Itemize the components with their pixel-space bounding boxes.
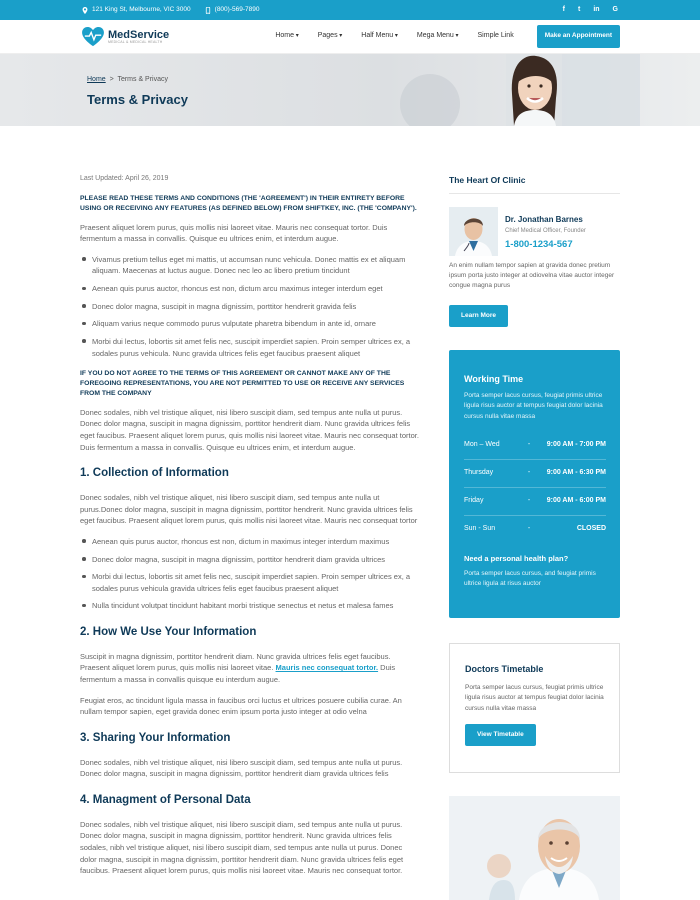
bullet-list [92,536,420,612]
nav-pages[interactable]: Pages ▾ [318,31,343,42]
hours-dash: - [527,525,531,533]
health-plan-description: Porta semper lacus cursus, and feugiat primis ultrice ligula at risus auctor [464,569,596,588]
top-bar [0,0,700,20]
list-item: Aenean quis purus auctor, rhoncus est non, dictum arcu maximus integer interdum eget [92,283,420,295]
appointment-button[interactable]: Make an Appointment [537,25,620,47]
banner-background-shape [560,54,640,126]
main-nav [275,25,620,47]
list-item: Aliquam varius neque commodo purus vulputate pharetra bibendum in ante id, ornare [92,318,420,330]
page-title: Terms & Privacy [87,92,188,107]
hours-time: 9:00 AM - 7:00 PM [546,440,606,448]
banner-background-shape [400,74,460,126]
section-heading: 4. Managment of Personal Data [80,794,251,806]
hours-day: Friday [464,497,484,505]
timetable-title: Doctors Timetable [465,664,544,674]
paragraph: Donec sodales, nibh vel tristique aliquet, nisi libero suscipit diam, sed tempus ante nulla ut purus. Donec dolor magna, suscipit in magna dignissim, porttitor hendrerit diam. Nunc gravida ultrices felis eget faucibus. Praesent aliquet lorem purus, quis mollis nisi laoreet vitae. Mauris nec consequat tortor. Duis fermentum a massa in convallis. Quisque eu ultrices enim, et interdum augue. [80,407,419,452]
nav-half-menu[interactable]: Half Menu ▾ [361,31,398,42]
breadcrumb [87,75,168,86]
paragraph [80,651,420,686]
page-banner [0,54,700,126]
hours-row [464,487,606,515]
phone-info[interactable] [205,5,260,15]
list-item: Aenean quis purus auctor, rhoncus est non, dictum in maximus integer interdum maximus [92,536,420,548]
hours-time: 9:00 AM - 6:30 PM [546,469,606,477]
paragraph: Feugiat eros, ac tincidunt ligula massa in faucibus orci luctus et ultrices posuere cubilia curae. An nullam tempor sapien, eget gravida donec enim ipsum porta justo integer at odio velna [80,695,402,717]
paragraph-text: Duis fermentum a massa in convallis quisque eu interdum augue. [80,663,396,685]
breadcrumb-home[interactable]: Home [87,76,106,83]
address-info [82,5,191,15]
terms-content [80,174,420,886]
health-plan-title: Need a personal health plan? [464,554,569,564]
facebook-icon[interactable]: f [562,5,565,13]
heart-logo-icon [82,27,104,47]
hours-time: CLOSED [576,525,606,533]
list-item: Morbi dui lectus, lobortis sit amet felis nec, suscipit imperdiet sapien. Proin semper ultrices ex, a sodales purus vehicula gravida ultrices felis eget faucibus praesent aliquet [92,571,420,594]
location-pin-icon [82,7,88,14]
paragraph: Donec sodales, nibh vel tristique aliquet, nisi libero suscipit diam, sed tempus ante nulla ut purus. Donec dolor magna, suscipit in magna dignissim, porttitor hendrerit. Nunc gravida ultrices felis sodales, nibh vel tristique aliquet, nisi libero suscipit diam, sed tempus ante nulla ut purus. Donec dolor magna, suscipit in magna dignissim, porttitor hendrerit diam. Nunc gravida ultrices felis eget faucibus. Praesent aliquet lorem purus, quis mollis nisi laoreet vitae. Mauris nec consequat tortor. [80,819,404,876]
senior-doctor-image [449,796,620,900]
hours-row [464,459,606,487]
hours-row [464,431,606,459]
paragraph: Donec sodales, nibh vel tristique aliquet, nisi libero suscipit diam, sed tempus ante nulla ut purus.Donec dolor magna, suscipit in magna dignissim, porttitor hendrerit. Nunc gravida ultrices felis eget faucibus. Praesent aliquet lorem purus, quis mollis nisi laoreet vitae. Mauris nec consequat tortor [80,493,418,526]
consequat-link[interactable]: Mauris nec consequat tortor. [275,663,379,673]
twitter-icon[interactable]: t [577,5,581,13]
list-item: Morbi dui lectus, lobortis sit amet felis nec, suscipit imperdiet sapien. Proin semper ultrices ex, a sodales purus vehicula. Nunc gravida ultrices felis eget faucibus praesent aliquet [92,336,420,359]
breadcrumb-current: Terms & Privacy [117,76,168,83]
section-heading: 3. Sharing Your Information [80,731,231,744]
site-logo[interactable] [82,27,169,47]
address-text: 121 King St, Melbourne, VIC 3000 [92,5,191,13]
doctor-name: Dr. Jonathan Barnes [505,215,583,224]
phone-icon [205,7,211,14]
agreement-notice: IF YOU DO NOT AGREE TO THE TERMS OF THIS AGREEMENT OR CANNOT MAKE ANY OF THE FOREGOING REPRESENTATIONS, YOU ARE NOT PERMITTED TO USE OR RECEIVE ANY SERVICES FROM THE COMPANY [80,370,405,397]
logo-tagline: MEDICAL & MEDICAL HEALTH [108,39,163,44]
female-doctor-image [506,54,562,126]
linkedin-icon[interactable]: in [593,5,600,13]
google-icon[interactable]: G [612,5,618,13]
logo-name: MedService [108,28,170,41]
doctor-phone[interactable]: 1-800-1234-567 [505,238,573,250]
doctor-photo [449,207,498,256]
working-time-card [449,350,620,618]
hours-list [464,431,606,543]
paragraph: Praesent aliquet lorem purus, quis mollis nisi laoreet vitae. Mauris nec consequat tortor. Duis fermentum a massa in convallis. Quisque eu ultrices enim, et interdum augue. [80,222,388,244]
intro-notice: PLEASE READ THESE TERMS AND CONDITIONS (THE 'AGREEMENT') IN THEIR ENTIRETY BEFORE USING OR RECEIVING ANY FEATURES (AS DEFINED BELOW) FROM SHIFTKEY, INC. (THE 'COMPANY'). [80,194,417,212]
hours-day: Mon – Wed [464,440,500,448]
learn-more-wrapper [449,305,620,327]
phone-text: (800)-569-7890 [214,5,260,13]
section-heading: 1. Collection of Information [80,467,229,480]
hours-time: 9:00 AM - 6:00 PM [546,497,606,505]
hours-day: Thursday [464,469,494,477]
hours-dash: - [527,440,531,448]
hours-dash: - [527,469,531,477]
doctor-role: Chief Medical Officer, Founder [505,228,586,235]
list-item: Donec dolor magna, suscipit in magna dignissim, porttitor hendrerit diam gravida ultrices [92,554,420,566]
last-updated: Last Updated: April 26, 2019 [80,175,169,182]
working-time-title: Working Time [464,374,524,384]
doctor-description: An enim nullam tempor sapien at gravida donec pretium ipsum porta justo integer at odiovelna vitae auctor integer congue magna purus [449,262,615,290]
list-item: Vivamus pretium tellus eget mi mattis, ut accumsan nunc vehicula. Donec mattis ex et aliquam aliquam. Maecenas at luctus augue. Donec nec leo ac libero pretium tincidunt [92,254,420,277]
learn-more-button[interactable]: Learn More [449,305,508,327]
list-item: Nulla tincidunt volutpat tincidunt habitant morbi tristique senectus et netus et malesa fames [92,600,420,612]
hours-dash: - [527,497,531,505]
timetable-card [449,643,620,773]
paragraph-text: Suscipit in magna dignissim, porttitor hendrerit diam. Nunc gravida ultrices felis eget faucibus. Praesent aliquet lorem purus, quis mollis nisi laoreet vitae. [80,651,391,673]
doctor-card [449,207,620,291]
view-timetable-button[interactable]: View Timetable [465,724,536,746]
section-heading: 2. How We Use Your Information [80,626,257,638]
timetable-description: Porta semper lacus cursus, feugiat primis ultrice ligula risus auctor at tempus feugiat dolor lacinia cursus nulla vitae massa [465,683,604,712]
working-time-description: Porta semper lacus cursus, feugiat primis ultrice ligula risus auctor at tempus feugiat dolor lacinia cursus nulla vitae massa [464,391,603,420]
nav-simple-link[interactable]: Simple Link [477,32,514,40]
nav-home[interactable]: Home ▾ [275,31,298,42]
list-item: Donec dolor magna, suscipit in magna dignissim, porttitor hendrerit gravida felis [92,301,420,313]
sidebar-heading: The Heart Of Clinic [449,174,620,194]
main-header [0,20,700,54]
paragraph: Donec sodales, nibh vel tristique aliquet, nisi libero suscipit diam, sed tempus ante nulla ut purus. Donec dolor magna, suscipit in magna dignissim, porttitor hendrerit diam gravida ultrices felis [80,757,403,779]
nav-mega-menu[interactable]: Mega Menu ▾ [417,31,459,42]
hours-day: Sun - Sun [464,525,496,533]
breadcrumb-separator: > [109,76,114,83]
hours-row [464,515,606,543]
bullet-list [92,254,420,359]
